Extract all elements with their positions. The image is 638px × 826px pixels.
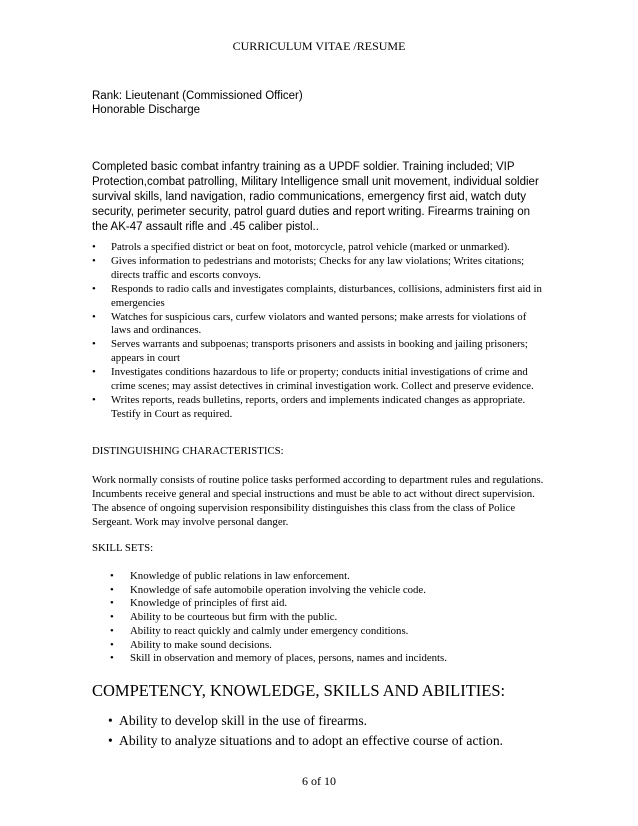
- page-header-title: CURRICULUM VITAE /RESUME: [232, 39, 406, 53]
- list-item: [108, 731, 568, 751]
- duty-text: Investigates conditions hazardous to life or property; conducts initial investigations of crime and crime scenes; may assist detectives in criminal investigation work. Collect and preserve evidence.: [111, 366, 534, 393]
- skill-text: Knowledge of public relations in law enforcement.: [130, 570, 350, 582]
- bullet-icon: •: [92, 393, 96, 406]
- skill-text: Ability to make sound decisions.: [130, 638, 272, 651]
- bullet-icon: •: [92, 338, 96, 351]
- competency-text: Ability to develop skill in the use of firearms.: [119, 713, 368, 728]
- bullet-icon: •: [92, 366, 96, 379]
- list-item: [92, 241, 547, 255]
- skill-sets-list: [110, 570, 550, 666]
- page-number: 6 of 10: [302, 774, 336, 788]
- competency-text: Ability to analyze situations and to adopt an effective course of action.: [119, 733, 504, 748]
- duty-text: Writes reports, reads bulletins, reports, orders and implements indicated changes as appropriate. Testify in Court as required.: [111, 393, 526, 420]
- skill-text: Skill in observation and memory of places, persons, names and incidents.: [130, 652, 447, 665]
- competency-title: COMPETENCY, KNOWLEDGE, SKILLS AND ABILITIES:: [92, 681, 506, 700]
- training-paragraph: Completed basic combat infantry training as a UPDF soldier. Training included; VIP Protection,combat patrolling, Military Intelligence small unit movement, individual soldier survival skills, land navigation, radio communications, emergency first aid, watch duty security, perimeter security, patrol guard duties and report writing. Firearms training on the AK-47 assault rifle and .45 caliber pistol..: [92, 161, 539, 233]
- rank-line: Rank: Lieutenant (Commissioned Officer): [92, 90, 303, 102]
- bullet-icon: •: [110, 570, 114, 582]
- bullet-icon: •: [110, 611, 114, 624]
- skill-sets-title: SKILL SETS:: [92, 542, 154, 554]
- list-item: [92, 283, 547, 311]
- list-item: [108, 711, 568, 731]
- list-item: [110, 611, 550, 625]
- list-item: [92, 366, 547, 394]
- bullet-icon: •: [92, 282, 96, 295]
- bullet-icon: •: [110, 597, 114, 610]
- bullet-icon: •: [108, 713, 113, 728]
- bullet-icon: •: [110, 624, 114, 637]
- list-item: [110, 639, 550, 653]
- list-item: [110, 652, 550, 666]
- duty-text: Serves warrants and subpoenas; transports prisoners and assists in booking and jailing prisoners; appears in court: [111, 338, 528, 365]
- distinguishing-paragraph: Work normally consists of routine police tasks performed according to department rules and regulations. Incumbents receive general and special instructions and must be able to act without direct supervision. The absence of ongoing supervision responsibility distinguishes this class from the class of Police Sergeant. Work may involve personal danger.: [92, 474, 544, 528]
- bullet-icon: •: [110, 638, 114, 651]
- distinguishing-title: DISTINGUISHING CHARACTERISTICS:: [92, 445, 284, 457]
- duty-text: Gives information to pedestrians and motorists; Checks for any law violations; Writes citations; directs traffic and escorts convoys.: [111, 254, 525, 281]
- competency-list: [108, 711, 568, 751]
- skill-text: Knowledge of safe automobile operation involving the vehicle code.: [130, 583, 426, 596]
- bullet-icon: •: [92, 254, 96, 267]
- list-item: [92, 255, 547, 283]
- list-item: [110, 625, 550, 639]
- bullet-icon: •: [110, 652, 114, 665]
- duty-text: Responds to radio calls and investigates complaints, disturbances, collisions, administers first aid in emergencies: [111, 282, 542, 309]
- duty-text: Watches for suspicious cars, curfew violators and wanted persons; make arrests for violations of laws and ordinances.: [111, 310, 527, 337]
- rank-block: [92, 89, 303, 117]
- duties-list: [92, 241, 547, 422]
- bullet-icon: •: [108, 733, 113, 748]
- discharge-line: Honorable Discharge: [92, 104, 201, 116]
- bullet-icon: •: [92, 241, 96, 253]
- list-item: [110, 584, 550, 598]
- bullet-icon: •: [110, 583, 114, 596]
- duty-text: Patrols a specified district or beat on foot, motorcycle, patrol vehicle (marked or unmarked).: [111, 241, 510, 253]
- skill-text: Ability to be courteous but firm with the public.: [130, 611, 338, 624]
- list-item: [110, 570, 550, 584]
- list-item: [92, 311, 547, 339]
- list-item: [110, 597, 550, 611]
- list-item: [92, 338, 547, 366]
- list-item: [92, 394, 547, 422]
- skill-text: Ability to react quickly and calmly under emergency conditions.: [130, 624, 409, 637]
- bullet-icon: •: [92, 310, 96, 323]
- skill-text: Knowledge of principles of first aid.: [130, 597, 288, 610]
